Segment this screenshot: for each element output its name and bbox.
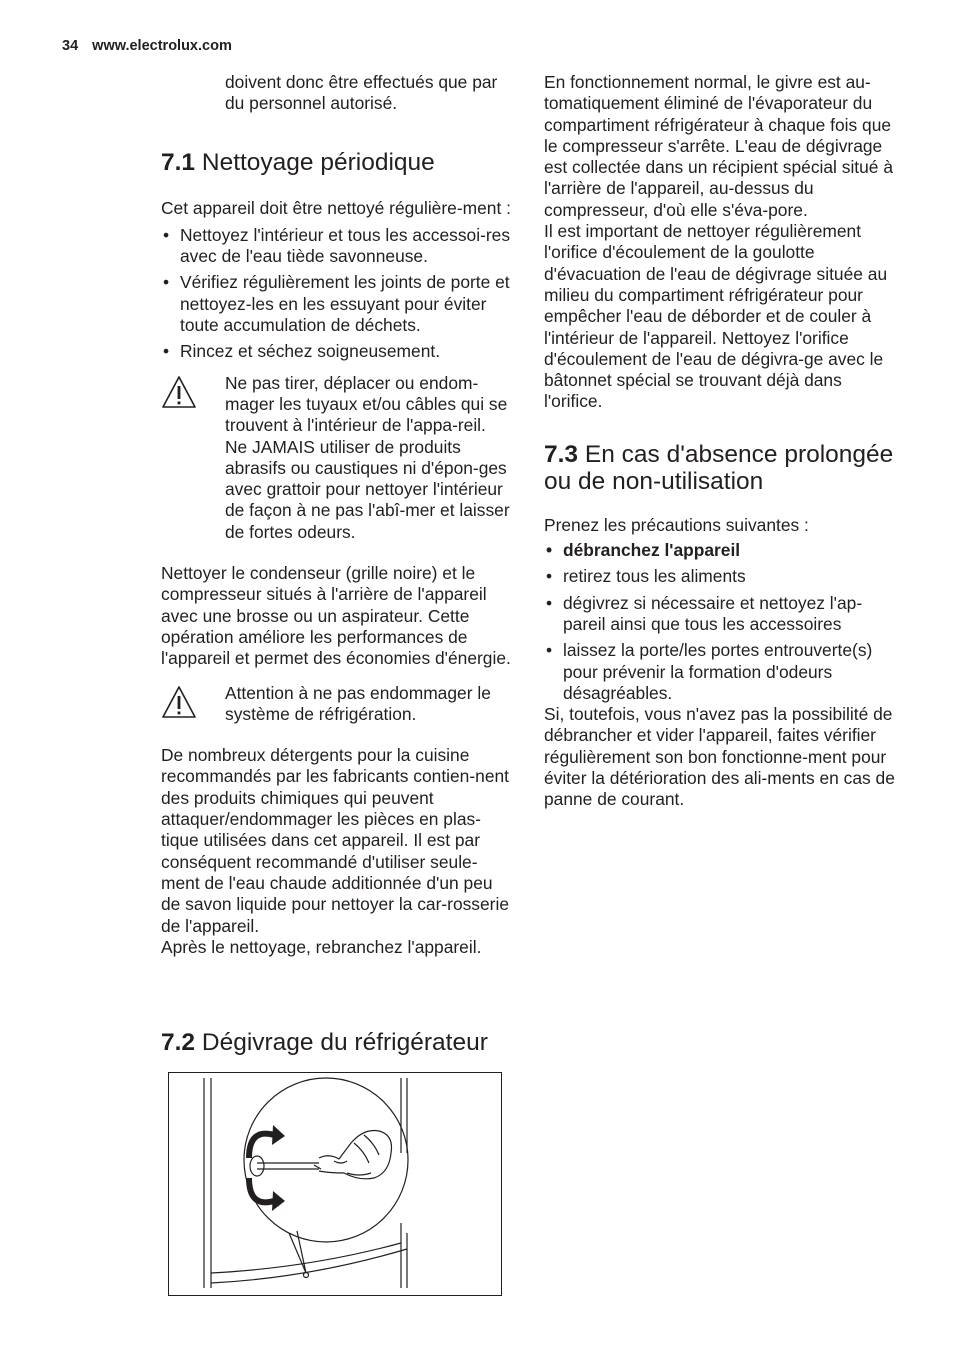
after-cleaning-paragraph: Après le nettoyage, rebranchez l'appareil. [161, 936, 482, 957]
list-item: • dégivrez si nécessaire et nettoyez l'ap-pareil ainsi que tous les accessoires [544, 593, 898, 636]
warning-block-2 [161, 683, 513, 726]
section-7-2-heading [161, 1029, 513, 1056]
section-7-1-intro: Cet appareil doit être nettoyé régulière-ment : [161, 197, 511, 218]
section-number: 7.3 [544, 440, 579, 468]
defrost-illustration [168, 1072, 502, 1296]
list-item: • retirez tous les aliments [544, 566, 898, 587]
page-header [62, 38, 232, 54]
section-title: En cas d'absence prolongée ou de non-utilisation [544, 440, 894, 495]
list-item: • laissez la porte/les portes entrouverte(s) pour prévenir la formation d'odeurs désagréables. [544, 640, 898, 704]
right-column [544, 72, 898, 811]
section-7-3-heading [544, 441, 898, 495]
detergents-paragraph: De nombreux détergents pour la cuisine recommandés par les fabricants contien-nent des produits chimiques qui peuvent attaquer/endommager les pièces en plas-tique utilisées dans cet appareil. Il est par conséquent recommandé d'utiliser seule-ment de l'eau chaude additionnée d'un peu de savon liquide pour nettoyer la car-rosserie de l'appareil. [161, 745, 509, 936]
warning-text-1b: Ne JAMAIS utiliser de produits abrasifs ou caustiques ni d'épon-ges avec grattoir pour nettoyer l'intérieur de façon à ne pas l'abî-mer et laisser de fortes odeurs. [225, 436, 510, 542]
section-title: Nettoyage périodique [201, 148, 435, 176]
list-item: • Nettoyez l'intérieur et tous les accessoi-res avec de l'eau tiède savonneuse. [161, 225, 513, 268]
defrost-paragraph-1: En fonctionnement normal, le givre est au-tomatiquement éliminé de l'évaporateur du compartiment réfrigérateur à chaque fois que le compresseur s'arrête. L'eau de dégivrage est collectée dans un récipient spécial situé à l'arrière de l'appareil, au-dessus du compresseur, d'où elle s'éva-pore. [544, 72, 893, 220]
section-title: Dégivrage du réfrigérateur [201, 1029, 488, 1056]
warning-text-1a: Ne pas tirer, déplacer ou endom-mager les tuyaux et/ou câbles qui se trouvent à l'intérieur de l'appa-reil. [225, 372, 508, 436]
warning-block-1 [161, 373, 513, 543]
cleaning-list [161, 225, 513, 363]
warning-triangle-icon [161, 685, 197, 719]
section-number: 7.1 [161, 148, 196, 176]
list-item: • débranchez l'appareil [544, 540, 898, 561]
section-7-3-paragraph: Si, toutefois, vous n'avez pas la possibilité de débrancher et vider l'appareil, faites vérifier régulièrement son bon fonctionne-ment pour éviter la détérioration des ali-ments en cas de panne de courant. [544, 704, 895, 810]
warning-text-2: Attention à ne pas endommager le système de réfrigération. [225, 682, 491, 724]
intro-text: doivent donc être effectués que par du personnel autorisé. [225, 72, 498, 114]
list-item: • Rincez et séchez soigneusement. [161, 341, 513, 362]
defrost-paragraph-2: Il est important de nettoyer régulièrement l'orifice d'écoulement de la goulotte d'évacuation de l'eau de dégivrage située au milieu du compartiment réfrigérateur pour empêcher l'eau de déborder et de couler à l'intérieur de l'appareil. Nettoyez l'orifice d'écoulement de l'eau de dégivra-ge avec le bâtonnet spécial se trouvant déjà dans l'orifice. [544, 221, 888, 412]
section-7-3-intro: Prenez les précautions suivantes : [544, 514, 809, 535]
warning-triangle-icon [161, 375, 197, 409]
website-url: www.electrolux.com [92, 38, 232, 54]
page-number: 34 [62, 38, 79, 54]
section-7-1-heading [161, 149, 513, 176]
left-column [161, 72, 513, 958]
precautions-list [544, 540, 898, 704]
defrost-drain-illustration [169, 1073, 500, 1294]
section-number: 7.2 [161, 1029, 196, 1056]
list-item: • Vérifiez régulièrement les joints de porte et nettoyez-les en les essuyant pour éviter toute accumulation de déchets. [161, 272, 513, 336]
condenser-paragraph: Nettoyer le condenseur (grille noire) et le compresseur situés à l'arrière de l'appareil avec une brosse ou un aspirateur. Cette opération améliore les performances de l'appareil et permet des économies d'énergie. [161, 563, 511, 669]
